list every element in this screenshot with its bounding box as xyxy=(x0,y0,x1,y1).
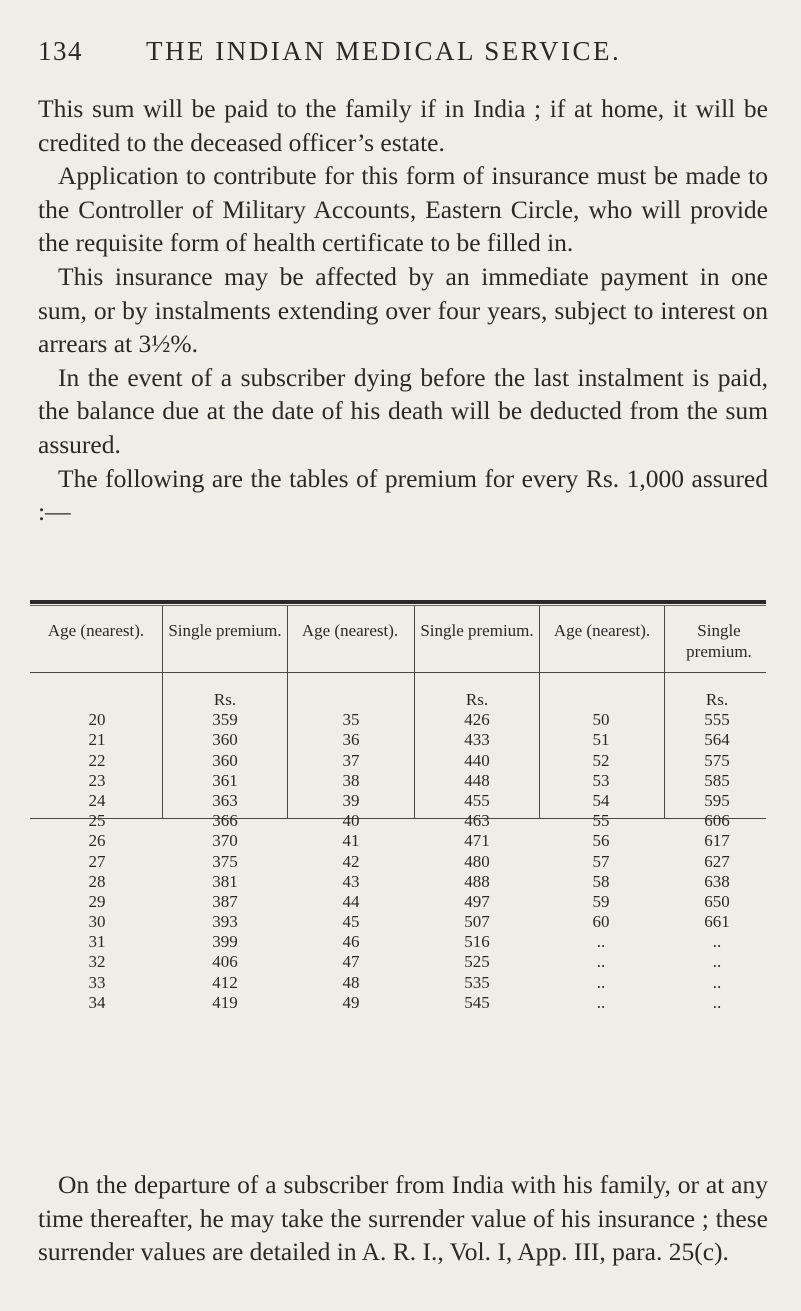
table-cell: 399 xyxy=(212,932,238,952)
table-cell: 359 xyxy=(212,710,238,730)
table-cell: 24 xyxy=(88,790,106,810)
table-cell: 455 xyxy=(464,790,490,810)
table-cell: 39 xyxy=(342,790,360,810)
table-cell: 650 xyxy=(704,891,730,911)
table-cell: 393 xyxy=(212,912,238,932)
table-cell: 595 xyxy=(704,790,730,810)
table-cell: 406 xyxy=(212,952,238,972)
header-age: Age (nearest). xyxy=(553,621,651,640)
premium-column xyxy=(170,690,280,1013)
blank-cell xyxy=(296,690,406,710)
table-cell: 28 xyxy=(88,871,106,891)
table-cell: 606 xyxy=(704,811,730,831)
running-title: THE INDIAN MEDICAL SERVICE. xyxy=(146,36,622,66)
column-divider xyxy=(162,606,163,818)
table-cell: 43 xyxy=(342,871,360,891)
table-cell: 360 xyxy=(212,750,238,770)
header-age: Age (nearest). xyxy=(47,621,145,640)
table-cell: 412 xyxy=(212,972,238,992)
table-cell: 575 xyxy=(704,750,730,770)
table-cell: 60 xyxy=(592,912,610,932)
table-cell: 52 xyxy=(592,750,610,770)
paragraph: Application to contribute for this form of insurance must be made to the Controller of Military Accounts, Eastern Circle, who will provide the requisite form of health certificate to be filled in. xyxy=(38,161,768,258)
table-cell: 545 xyxy=(464,992,490,1012)
page-number: 134 xyxy=(38,36,83,66)
table-cell: 564 xyxy=(704,730,730,750)
table-cell: 37 xyxy=(342,750,360,770)
currency-label: Rs. xyxy=(465,690,489,709)
table-cell: .. xyxy=(712,972,722,992)
table-cell: 366 xyxy=(212,811,238,831)
table-cell: .. xyxy=(712,952,722,972)
header-age: Age (nearest). xyxy=(301,621,399,640)
table-cell: 36 xyxy=(342,730,360,750)
table-cell: 58 xyxy=(592,871,610,891)
table-cell: 51 xyxy=(592,730,610,750)
table-cell: 30 xyxy=(88,912,106,932)
currency-label: Rs. xyxy=(213,690,237,709)
table-top-subrule xyxy=(30,605,766,606)
running-header xyxy=(38,36,778,76)
table-cell: 34 xyxy=(88,992,106,1012)
table-cell: 56 xyxy=(592,831,610,851)
table-cell: 21 xyxy=(88,730,106,750)
table-cell: 33 xyxy=(88,972,106,992)
currency-label: Rs. xyxy=(705,690,729,709)
table-cell: 57 xyxy=(592,851,610,871)
table-header-rule xyxy=(30,672,766,673)
table-cell: 361 xyxy=(212,770,238,790)
table-cell: 22 xyxy=(88,750,106,770)
table-cell: 555 xyxy=(704,710,730,730)
table-cell: 40 xyxy=(342,811,360,831)
table-cell: 49 xyxy=(342,992,360,1012)
paragraph: The following are the tables of premium for every Rs. 1,000 assured :— xyxy=(38,463,768,527)
table-cell: .. xyxy=(596,972,606,992)
table-cell: 53 xyxy=(592,770,610,790)
table-cell: 426 xyxy=(464,710,490,730)
table-cell: 617 xyxy=(704,831,730,851)
table-cell: 47 xyxy=(342,952,360,972)
table-cell: 50 xyxy=(592,710,610,730)
table-cell: .. xyxy=(712,992,722,1012)
header-single-premium: Single premium. xyxy=(168,621,282,640)
table-cell: 497 xyxy=(464,891,490,911)
table-cell: 661 xyxy=(704,912,730,932)
paragraph: This sum will be paid to the family if in India ; if at home, it will be credited to the deceased officer’s estate. xyxy=(38,94,768,157)
table-cell: 42 xyxy=(342,851,360,871)
table-cell: 463 xyxy=(464,811,490,831)
table-cell: 516 xyxy=(464,932,490,952)
paragraph: In the event of a subscriber dying before the last instalment is paid, the balance due at the date of his death will be deducted from the sum assured. xyxy=(38,362,768,459)
header-single-premium: Single premium. xyxy=(686,621,752,661)
table-cell: 488 xyxy=(464,871,490,891)
table-cell: .. xyxy=(596,992,606,1012)
age-column xyxy=(42,690,152,1013)
table-cell: 360 xyxy=(212,730,238,750)
table-cell: 638 xyxy=(704,871,730,891)
header-single-premium: Single premium. xyxy=(420,621,534,640)
column-divider xyxy=(414,606,415,818)
blank-cell xyxy=(42,690,152,710)
table-cell: 525 xyxy=(464,952,490,972)
table-cell: 27 xyxy=(88,851,106,871)
table-cell: 375 xyxy=(212,851,238,871)
table-cell: 433 xyxy=(464,730,490,750)
table-cell: 370 xyxy=(212,831,238,851)
table-top-rule xyxy=(30,600,766,604)
table-cell: 41 xyxy=(342,831,360,851)
table-cell: .. xyxy=(596,952,606,972)
premium-column xyxy=(422,690,532,1013)
table-cell: 23 xyxy=(88,770,106,790)
table-cell: 419 xyxy=(212,992,238,1012)
table-cell: 387 xyxy=(212,891,238,911)
table-cell: 48 xyxy=(342,972,360,992)
paragraph: On the departure of a subscriber from India with his family, or at any time thereafter, he may take the surrender value of his insurance ; these surrender values are detailed in A. R. I., Vol. I, App. III, para. 25(c). xyxy=(38,1170,768,1267)
table-cell: 29 xyxy=(88,891,106,911)
age-column xyxy=(296,690,406,1013)
age-column xyxy=(546,690,656,1013)
column-divider xyxy=(539,606,540,818)
blank-cell xyxy=(546,690,656,710)
table-cell: 471 xyxy=(464,831,490,851)
table-cell: 585 xyxy=(704,770,730,790)
table-cell: 448 xyxy=(464,770,490,790)
table-cell: 480 xyxy=(464,851,490,871)
table-cell: 38 xyxy=(342,770,360,790)
table-cell: 535 xyxy=(464,972,490,992)
table-cell: 44 xyxy=(342,891,360,911)
table-cell: 46 xyxy=(342,932,360,952)
table-cell: 440 xyxy=(464,750,490,770)
table-cell: 20 xyxy=(88,710,106,730)
paragraph: This insurance may be affected by an immediate payment in one sum, or by instalments extending over four years, subject to interest on arrears at 3½%. xyxy=(38,261,768,359)
table-cell: 363 xyxy=(212,790,238,810)
table-cell: 55 xyxy=(592,811,610,831)
table-cell: 25 xyxy=(88,811,106,831)
table-cell: .. xyxy=(712,932,722,952)
table-cell: 32 xyxy=(88,952,106,972)
table-cell: .. xyxy=(596,932,606,952)
table-cell: 35 xyxy=(342,710,360,730)
table-cell: 45 xyxy=(342,912,360,932)
closing-text xyxy=(38,1168,768,1269)
column-divider xyxy=(287,606,288,818)
table-cell: 627 xyxy=(704,851,730,871)
table-cell: 54 xyxy=(592,790,610,810)
table-cell: 59 xyxy=(592,891,610,911)
premium-column xyxy=(665,690,769,1013)
table-cell: 507 xyxy=(464,912,490,932)
table-cell: 26 xyxy=(88,831,106,851)
table-cell: 31 xyxy=(88,932,106,952)
table-cell: 381 xyxy=(212,871,238,891)
body-text xyxy=(38,92,768,529)
